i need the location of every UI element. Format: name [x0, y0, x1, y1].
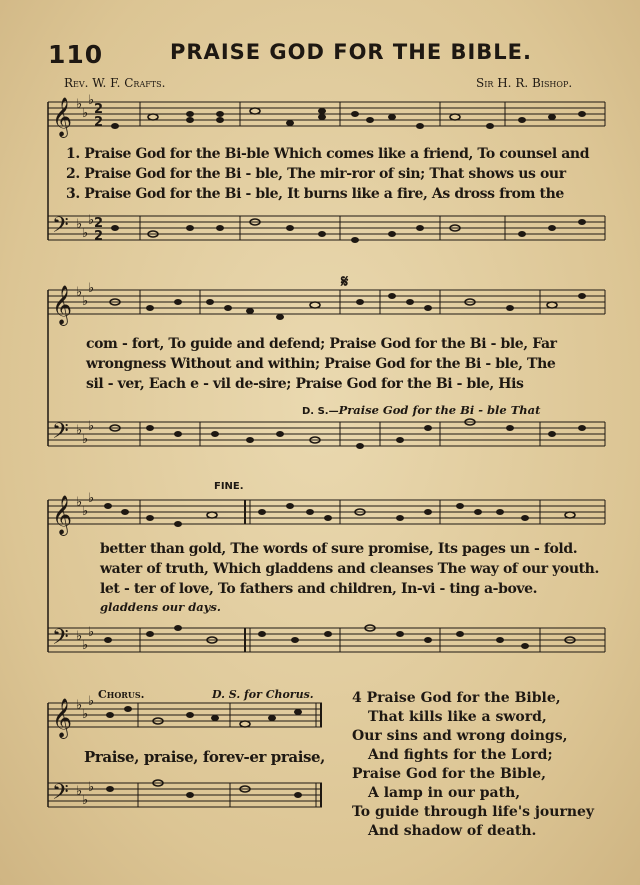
lyric-s3-verse2: water of truth, Which gladdens and cleanses The way of our youth. [100, 561, 599, 577]
author-credit: Rev. W. F. Crafts. [64, 76, 166, 90]
svg-text:♭: ♭ [76, 784, 83, 799]
svg-text:♭: ♭ [76, 423, 83, 438]
ds-label: D. S.— [302, 406, 339, 417]
lyric-s1-verse1: 1. Praise God for the Bi-ble Which comes like a friend, To counsel and [66, 146, 590, 162]
verse4-line: A lamp in our path, [368, 785, 521, 801]
verse4-line: Our sins and wrong doings, [352, 728, 568, 744]
segno-icon: 𝄋 [341, 272, 349, 292]
svg-text:♭: ♭ [88, 780, 95, 795]
svg-text:♭: ♭ [88, 694, 95, 709]
hymn-title: PRAISE GOD FOR THE BIBLE. [170, 40, 533, 64]
ds-text: Praise God for the Bi - ble That [338, 403, 541, 417]
bass-clef-icon: 𝄢 [52, 780, 69, 810]
fine-marker: FINE. [214, 481, 244, 492]
verse4-line: And shadow of death. [368, 823, 537, 839]
page-number: 110 [48, 40, 104, 69]
treble-clef-icon: 𝄞 [52, 285, 73, 325]
lyric-s3-verse1: better than gold, The words of sure promise, Its pages un - fold. [100, 541, 578, 557]
staff-system2-treble [48, 290, 605, 314]
svg-text:2: 2 [94, 115, 104, 130]
svg-text:♭: ♭ [76, 495, 83, 510]
svg-text:♭: ♭ [82, 707, 89, 722]
staff-system2-bass [48, 422, 605, 446]
verse4-line: And fights for the Lord; [368, 747, 553, 763]
treble-clef-icon: 𝄞 [52, 495, 73, 535]
lyric-s2-verse2: wrongness Without and within; Praise God for the Bi - ble, The [86, 356, 556, 372]
chorus-label: Chorus. [98, 688, 145, 701]
treble-clef-icon: 𝄞 [52, 698, 73, 738]
ds-ending-lyric: gladdens our days. [100, 600, 221, 614]
notes-s1-bass [111, 219, 586, 243]
svg-text:♭: ♭ [88, 625, 95, 640]
verse4-line: Praise God for the Bible, [352, 766, 546, 782]
bass-clef-icon: 𝄢 [52, 625, 69, 655]
svg-text:♭: ♭ [88, 93, 95, 108]
bass-clef-icon: 𝄢 [52, 213, 69, 243]
verse4-line: That kills like a sword, [368, 709, 547, 725]
svg-text:♭: ♭ [88, 281, 95, 296]
notes-s2-treble [110, 293, 586, 320]
svg-text:♭: ♭ [82, 793, 89, 808]
bass-clef-icon: 𝄢 [52, 419, 69, 449]
lyric-s2-verse1: com - fort, To guide and defend; Praise God for the Bi - ble, Far [86, 336, 557, 352]
svg-text:♭: ♭ [82, 226, 89, 241]
svg-text:♭: ♭ [76, 217, 83, 232]
svg-text:♭: ♭ [76, 698, 83, 713]
treble-clef-icon: 𝄞 [52, 97, 73, 137]
dal-segno-lyric [302, 399, 540, 418]
svg-text:♭: ♭ [76, 97, 83, 112]
verse4-line: 4 Praise God for the Bible, [352, 690, 561, 706]
svg-text:♭: ♭ [88, 491, 95, 506]
lyric-s2-verse3: sil - ver, Each e - vil de-sire; Praise God for the Bi - ble, His [86, 376, 524, 392]
lyric-s3-verse3: let - ter of love, To fathers and children, In-vi - ting a-bove. [100, 581, 538, 597]
svg-text:♭: ♭ [82, 638, 89, 653]
svg-text:♭: ♭ [76, 285, 83, 300]
svg-text:♭: ♭ [82, 106, 89, 121]
svg-text:♭: ♭ [88, 213, 95, 228]
svg-text:2: 2 [94, 102, 104, 117]
verse4-line: To guide through life's journey [352, 804, 595, 820]
chorus-lyric: Praise, praise, forev-er praise, [84, 748, 326, 766]
svg-text:2: 2 [94, 216, 104, 231]
svg-text:♭: ♭ [82, 294, 89, 309]
composer-credit: Sir H. R. Bishop. [476, 76, 573, 90]
lyric-s1-verse2: 2. Praise God for the Bi - ble, The mir-ror of sin; That shows us our [66, 166, 566, 182]
svg-text:2: 2 [94, 229, 104, 244]
svg-text:♭: ♭ [88, 419, 95, 434]
ds-for-chorus: D. S. for Chorus. [212, 688, 314, 701]
svg-text:♭: ♭ [82, 504, 89, 519]
lyric-s1-verse3: 3. Praise God for the Bi - ble, It burns like a fire, As dross from the [66, 186, 564, 202]
svg-text:♭: ♭ [82, 432, 89, 447]
svg-text:♭: ♭ [76, 629, 83, 644]
